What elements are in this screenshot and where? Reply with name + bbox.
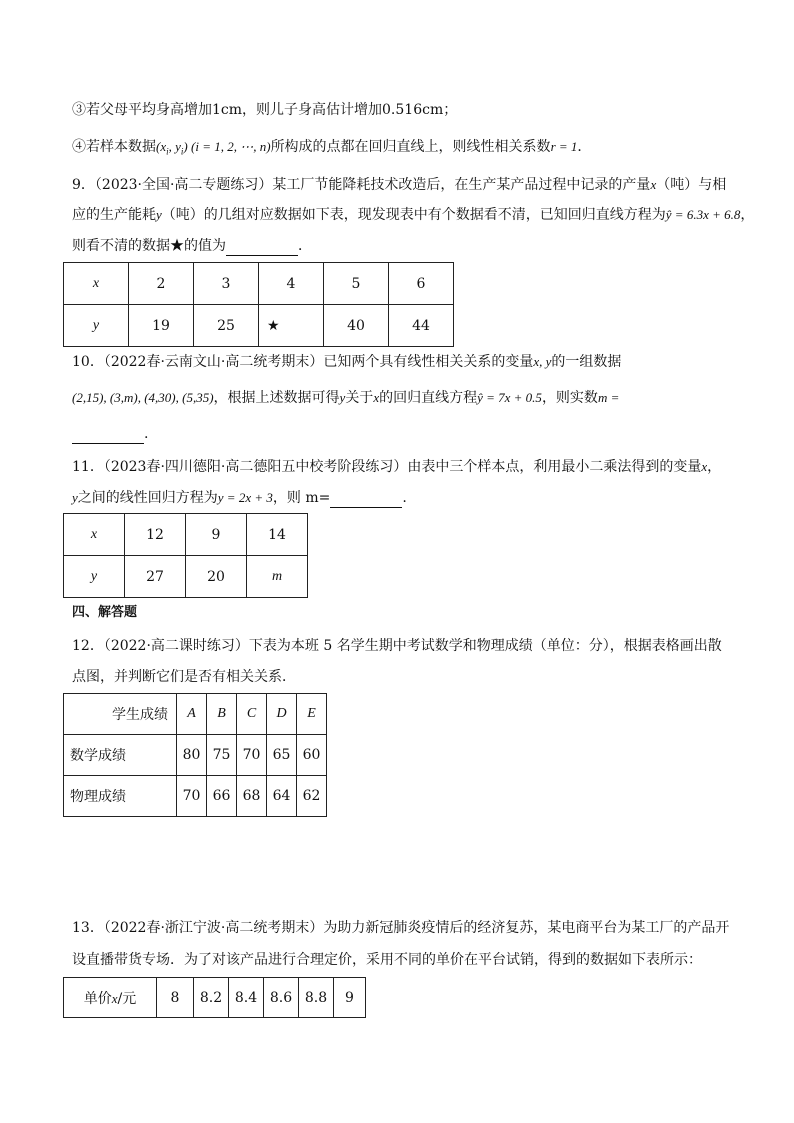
table-cell: B — [207, 694, 237, 735]
q11-table — [63, 513, 308, 598]
table-cell: 44 — [389, 305, 454, 347]
q13-line2: 设直播带货专场．为了对该产品进行合理定价，采用不同的单价在平台试销，得到的数据如下表所示： — [72, 952, 702, 968]
table-cell: 75 — [207, 735, 237, 776]
sample-data-math: ($x_i$, $y_i$) (i = 1, 2, ⋯, n) — [156, 139, 271, 157]
table-cell: x — [64, 263, 129, 305]
table-cell: 66 — [207, 776, 237, 817]
q9-line2: 应的生产能耗y（吨）的几组对应数据如下表，现发现表中有个数据看不清，已知回归直线方程为ŷ = 6.3x + 6.8， — [72, 207, 755, 223]
table-cell: 学生成绩 — [64, 694, 177, 735]
table-cell: 2 — [129, 263, 194, 305]
q12-header-row — [64, 694, 327, 735]
table-cell: 27 — [125, 556, 186, 598]
table-cell: 3 — [194, 263, 259, 305]
q11-line1: 11．（2023春·四川德阳·高二德阳五中校考阶段练习）由表中三个样本点，利用最小二乘法得到的变量x， — [72, 459, 722, 475]
table-cell: 8.4 — [229, 978, 264, 1018]
section-heading: 四、解答题 — [72, 605, 138, 620]
table-cell: 62 — [297, 776, 327, 817]
table-cell: 9 — [334, 978, 366, 1018]
q10-line3: . — [72, 424, 148, 444]
q9-row-x — [64, 263, 454, 305]
q9-row-y — [64, 305, 454, 347]
table-cell: 12 — [125, 514, 186, 556]
table-cell: 5 — [324, 263, 389, 305]
table-cell: E — [297, 694, 327, 735]
table-cell: y — [64, 556, 125, 598]
statement-3: ③若父母平均身高增加1cm，则儿子身高估计增加0.516cm； — [72, 102, 458, 118]
q11-regression-eq: y = 2x + 3 — [217, 490, 273, 505]
statement-4: ④若样本数据($x_i$, $y_i$) (i = 1, 2, ⋯, n)所构成的点都在回归直线上，则线性相关系数r = 1． — [72, 139, 592, 157]
table-cell: 68 — [237, 776, 267, 817]
q13-price-row — [64, 978, 366, 1018]
q13-line1: 13．（2022春·浙江宁波·高二统考期末）为助力新冠肺炎疫情后的经济复苏，某电商平台为某工厂的产品开 — [72, 920, 730, 936]
table-cell: 6 — [389, 263, 454, 305]
q11-row-y — [64, 556, 308, 598]
table-cell: 40 — [324, 305, 389, 347]
q10-regression-eq: ŷ = 7x + 0.5 — [477, 390, 542, 405]
table-cell: m — [247, 556, 308, 598]
table-cell: 8.2 — [194, 978, 229, 1018]
q10-answer-blank[interactable] — [72, 427, 144, 444]
q12-table — [63, 693, 327, 817]
table-cell: 64 — [267, 776, 297, 817]
q10-line2: (2,15), (3,m), (4,30), (5,35)，根据上述数据可得y关于x的回归直线方程ŷ = 7x + 0.5，则实数m = — [72, 390, 620, 406]
q9-answer-blank[interactable] — [226, 239, 298, 256]
q12-physics-row — [64, 776, 327, 817]
q10-line1: 10．（2022春·云南文山·高二统考期末）已知两个具有线性相关关系的变量x, y的一组数据 — [72, 354, 622, 370]
q9-table — [63, 262, 454, 347]
table-cell: C — [237, 694, 267, 735]
table-cell: 9 — [186, 514, 247, 556]
table-cell: D — [267, 694, 297, 735]
table-cell: 19 — [129, 305, 194, 347]
table-cell: 14 — [247, 514, 308, 556]
table-cell: y — [64, 305, 129, 347]
table-cell: 20 — [186, 556, 247, 598]
table-cell: A — [177, 694, 207, 735]
table-cell: 70 — [177, 776, 207, 817]
r-equals-one: r = 1 — [550, 139, 578, 154]
table-cell: 25 — [194, 305, 259, 347]
q12-math-row — [64, 735, 327, 776]
q12-line1: 12．（2022·高二课时练习）下表为本班 5 名学生期中考试数学和物理成绩（单位：分），根据表格画出散 — [72, 638, 722, 654]
table-cell: 8.8 — [299, 978, 334, 1018]
q13-price-label: 单价x/元 — [64, 978, 157, 1018]
q9-line1: 9．（2023·全国·高二专题练习）某工厂节能降耗技术改造后，在生产某产品过程中记录的产量x（吨）与相 — [72, 177, 727, 193]
table-cell: 4 — [259, 263, 324, 305]
table-cell: x — [64, 514, 125, 556]
table-cell: 数学成绩 — [64, 735, 177, 776]
table-cell: 物理成绩 — [64, 776, 177, 817]
table-cell: 65 — [267, 735, 297, 776]
q9-line3: 则看不清的数据★的值为 ． — [72, 238, 312, 254]
unclear-star-cell: ★ — [259, 305, 324, 347]
table-cell: 70 — [237, 735, 267, 776]
table-cell: 60 — [297, 735, 327, 776]
q9-regression-eq: ŷ = 6.3x + 6.8 — [665, 207, 741, 222]
q11-answer-blank[interactable] — [330, 491, 402, 508]
q12-line2: 点图，并判断它们是否有相关关系． — [72, 669, 296, 685]
table-cell: 8 — [157, 978, 194, 1018]
table-cell: 80 — [177, 735, 207, 776]
table-cell: 8.6 — [264, 978, 299, 1018]
q13-table — [63, 977, 366, 1018]
q11-row-x — [64, 514, 308, 556]
q11-line2: y之间的线性回归方程为y = 2x + 3，则 m= . — [72, 490, 407, 506]
